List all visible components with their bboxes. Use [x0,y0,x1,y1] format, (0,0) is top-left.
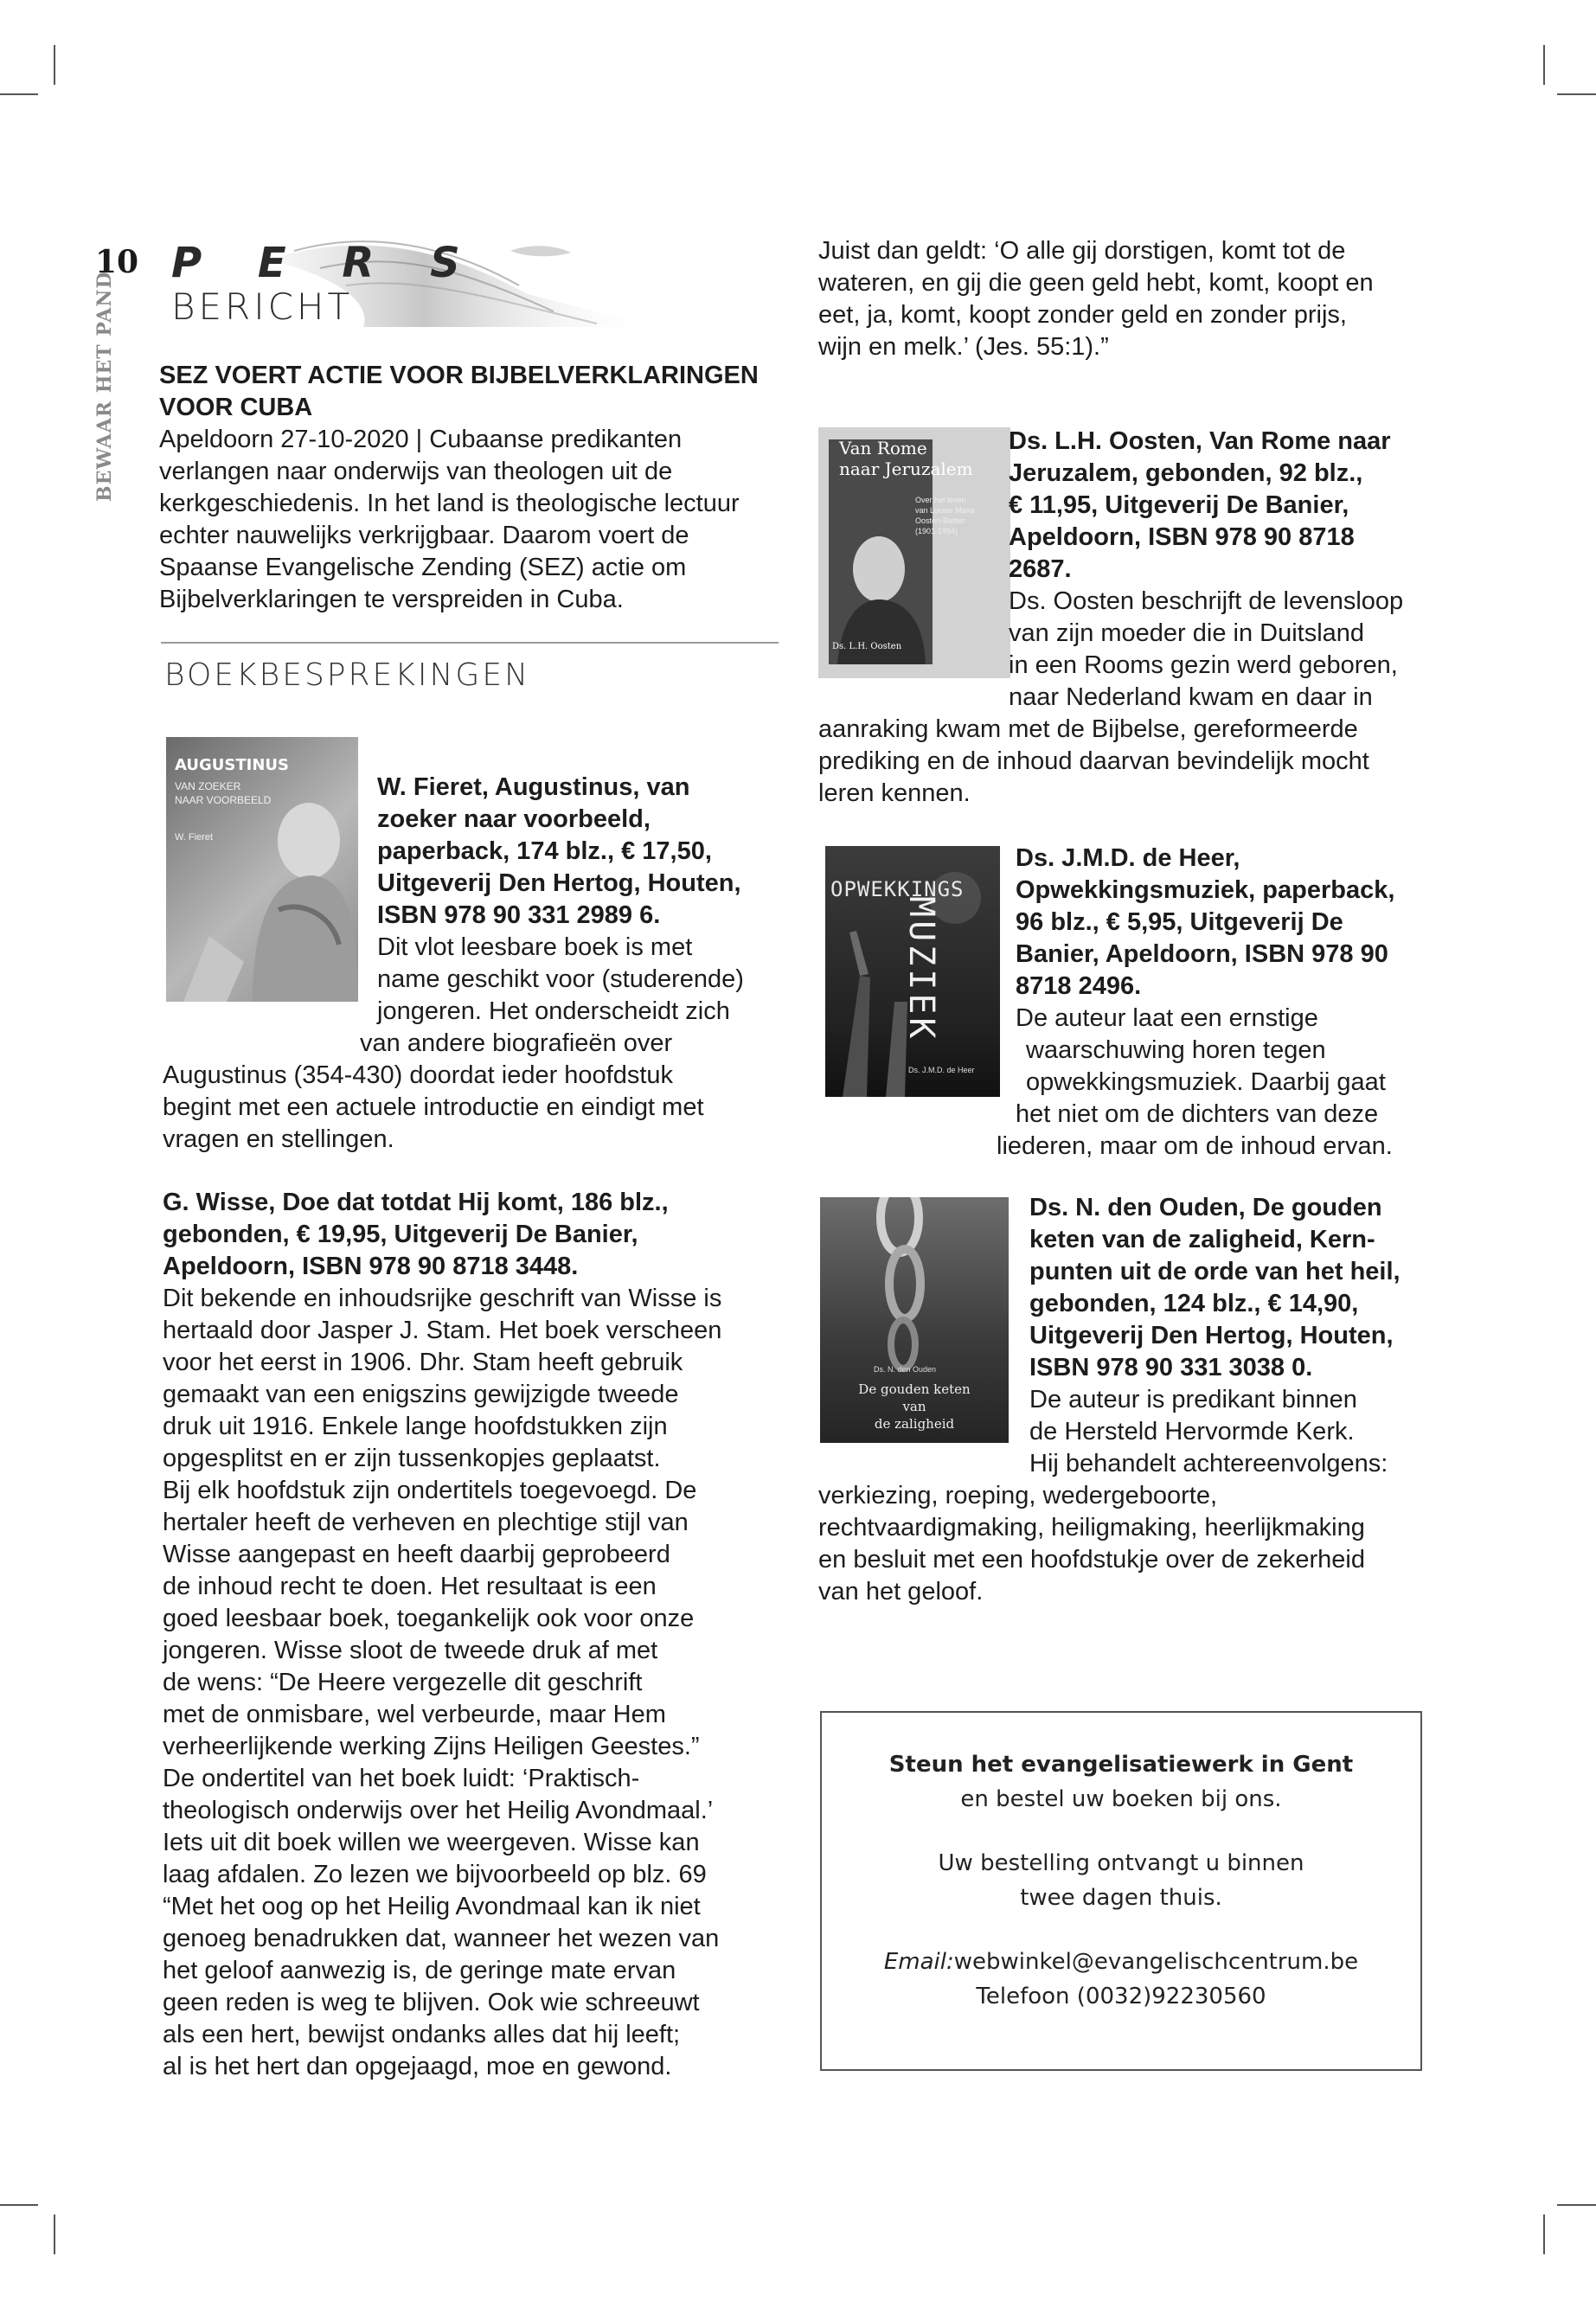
crop-mark [0,93,38,95]
cover-subtitle-line: (1901-1994) [915,527,958,535]
cover-author: Ds. N. den Ouden [874,1365,937,1374]
cover-title: MUZIEK [901,896,941,1042]
press-title: SEZ VOERT ACTIE VOOR BIJBELVERKLARINGEN [159,362,759,389]
cover-subtitle-line: Oosten-Bieber [915,516,966,525]
review-bold-line: Ds. N. den Ouden, De gouden [1029,1194,1382,1221]
review-bold-line: W. Fieret, Augustinus, van [377,773,690,801]
review-text-line: wijn en melk.’ (Jes. 55:1).” [818,333,1109,361]
cover-title: OPWEKKINGS [830,877,965,901]
review-text-line: “Met het oog op het Heilig Avondmaal kan ik niet [163,1893,701,1920]
cover-title: Van Rome [839,438,927,458]
review-text-line: verheerlijkende werking Zijns Heiligen Geestes.” [163,1733,700,1760]
review-text-line: opwekkingsmuziek. Daarbij gaat [1026,1068,1386,1096]
review-bold-line: keten van de zaligheid, Kern- [1029,1226,1375,1253]
review-text-line: hertaler heeft de verheven en plechtige stijl van [163,1509,689,1536]
review-opwekking-wrap [1026,1035,1433,1099]
review-bold-line: 8718 2496. [1016,972,1142,1000]
review-text-line: gemaakt van een enigszins gewijzigde tweede [163,1381,679,1408]
review-bold-line: G. Wisse, Doe dat totdat Hij komt, 186 blz., [163,1189,669,1216]
review-text-line: De auteur laat een ernstige [1016,1004,1318,1032]
review-text-line: de inhoud recht te doen. Het resultaat is een [163,1573,657,1600]
review-text-line: jongeren. Het onderscheidt zich [377,997,730,1025]
cover-title: naar Jeruzalem [839,458,973,479]
review-text-line: laag afdalen. Zo lezen we bijvoorbeeld op blz. 69 [163,1861,707,1888]
review-text-line: de Hersteld Hervormde Kerk. [1029,1418,1355,1445]
review-text-line: Hij behandelt achtereenvolgens: [1029,1450,1388,1477]
review-text-line: voor het eerst in 1906. Dhr. Stam heeft gebruik [163,1349,683,1376]
cover-author: Ds. L.H. Oosten [832,642,902,651]
cover-subtitle-line: van Louise Maria [915,506,975,515]
review-text-line: met de onmisbare, wel verbeurde, maar Hem [163,1701,666,1728]
review-gouden-keten-header [1029,1192,1427,1480]
crop-mark [0,2204,38,2206]
book-cover-augustinus [166,737,358,1002]
review-text-line: goed leesbaar boek, toegankelijk ook voor onze [163,1605,695,1632]
cover-subtitle: NAAR VOORBEELD [175,794,272,806]
review-bold-line: paperback, 174 blz., € 17,50, [377,837,712,865]
review-text-line: name geschikt voor (studerende) [377,965,744,993]
review-text-line: liederen, maar om de inhoud ervan. [997,1132,1393,1160]
review-opwekking-header [1016,843,1431,1035]
review-van-rome-header [1009,426,1424,714]
press-text-line: Bijbelverklaringen te verspreiden in Cuba. [159,586,624,613]
cover-title-line: van [902,1399,926,1414]
review-bold-line: ISBN 978 90 331 2989 6. [377,901,661,929]
crop-mark [1557,93,1596,95]
review-text-line: het niet om de dichters van deze [1016,1100,1379,1128]
review-van-rome-body [818,714,1441,810]
crop-mark [54,45,55,85]
review-wisse [163,1187,790,2083]
book-cover-opwekkingsmuziek [825,846,1000,1097]
review-bold-line: Ds. J.M.D. de Heer, [1016,844,1240,872]
crop-mark [1557,2204,1596,2206]
review-text-line: begint met een actuele introductie en eindigt met [163,1093,704,1121]
review-bold-line: Uitgeverij Den Hertog, Houten, [377,869,741,897]
review-bold-line: punten uit de orde van het heil, [1029,1258,1401,1285]
review-opwekking-wrap-2 [1016,1099,1431,1131]
review-text-line: van andere biografieën over [360,1029,673,1057]
review-bold-line: Apeldoorn, ISBN 978 90 8718 3448. [163,1253,579,1280]
review-bold-line: 96 blz., € 5,95, Uitgeverij De [1016,908,1343,936]
review-bold-line: Ds. L.H. Oosten, Van Rome naar [1009,427,1391,455]
cover-subtitle: VAN ZOEKER [175,780,241,792]
review-text-line: druk uit 1916. Enkele lange hoofdstukken zijn [163,1413,668,1440]
review-text-line: Dit bekende en inhoudsrijke geschrift van Wisse is [163,1285,722,1312]
review-augustinus-header [377,772,792,1028]
cover-author: Ds. J.M.D. de Heer [908,1066,975,1074]
review-bold-line: € 11,95, Uitgeverij De Banier, [1009,491,1349,519]
review-text-line: van zijn moeder die in Duitsland [1009,619,1365,647]
press-title: VOOR CUBA [159,394,313,421]
review-text-line: wateren, en gij die geen geld hebt, komt, koopt en [818,269,1374,297]
review-text-line: rechtvaardigmaking, heiligmaking, heerlijkmaking [818,1514,1365,1541]
order-email-link[interactable]: webwinkel@evangelischcentrum.be [953,1949,1359,1975]
cover-title-line: De gouden keten [858,1381,971,1397]
review-text-line: aanraking kwam met de Bijbelse, gereformeerde [818,715,1358,743]
review-bold-line: Apeldoorn, ISBN 978 90 8718 [1009,523,1355,551]
review-text-line: Iets uit dit boek willen we weergeven. Wisse kan [163,1829,700,1856]
review-text-line: genoeg benadrukken dat, wanneer het wezen van [163,1925,720,1952]
cover-title-line: de zaligheid [874,1416,955,1432]
press-text-line: kerkgeschiedenis. In het land is theologische lectuur [159,490,740,517]
side-label-text: BEWAAR HET PAND [93,271,116,502]
header-bericht: BERICHT [171,285,354,328]
press-text-line: echter nauwelijks verkrijgbaar. Daarom voert de [159,522,689,549]
review-bold-line: 2687. [1009,555,1072,583]
review-text-line: al is het hert dan opgejaagd, moe en gewond. [163,2053,672,2080]
review-bold-line: ISBN 978 90 331 3038 0. [1029,1354,1313,1381]
press-release [159,360,782,616]
cover-title [820,1381,1009,1433]
review-text-line: Augustinus (354-430) doordat ieder hoofdstuk [163,1061,674,1089]
order-info-box [820,1711,1422,2071]
section-divider [161,642,779,644]
review-text-line: Bij elk hoofdstuk zijn ondertitels toegevoegd. De [163,1477,697,1504]
review-text-line: naar Nederland kwam en daar in [1009,683,1373,711]
augustinus-figure [166,737,358,1002]
review-text-line: De auteur is predikant binnen [1029,1386,1357,1413]
review-text-line: van het geloof. [818,1578,984,1606]
order-heading: Steun het evangelisatiewerk in Gent [888,1752,1354,1778]
order-phone: Telefoon (0032)92230560 [976,1984,1266,2009]
review-text-line: als een hert, bewijst ondanks alles dat hij leeft; [163,2021,681,2048]
review-bold-line: Opwekkingsmuziek, paperback, [1016,876,1395,904]
review-text-line: jongeren. Wisse sloot de tweede druk af met [163,1637,658,1664]
review-text-line: leren kennen. [818,779,971,807]
review-bold-line: Banier, Apeldoorn, ISBN 978 90 [1016,940,1388,968]
review-gouden-keten-body [818,1480,1441,1608]
crop-mark [1543,2214,1545,2254]
review-text-line: Dit vlot leesbare boek is met [377,933,693,961]
review-text-line: Wisse aangepast en heeft daarbij geprobeerd [163,1541,670,1568]
review-text-line: hertaald door Jasper J. Stam. Het boek verscheen [163,1317,722,1344]
review-bold-line: Jeruzalem, gebonden, 92 blz., [1009,459,1363,487]
press-text-line: Apeldoorn 27-10-2020 | Cubaanse predikanten [159,426,683,453]
cover-title: AUGUSTINUS [175,756,289,774]
review-text-line: waarschuwing horen tegen [1026,1036,1326,1064]
order-email-label: Email: [883,1949,954,1975]
review-text-line: eet, ja, komt, koopt zonder geld en zonder prijs, [818,301,1347,329]
review-text-line: De ondertitel van het boek luidt: ‘Praktisch- [163,1765,640,1792]
order-line: Uw bestelling ontvangt u binnen [938,1850,1304,1876]
review-bold-line: gebonden, € 19,95, Uitgeverij De Banier, [163,1221,638,1248]
order-line: en bestel uw boeken bij ons. [960,1786,1282,1812]
review-text-line: de wens: “De Heere vergezelle dit geschrift [163,1669,643,1696]
review-text-line: opgesplitst en er zijn tussenkopjes geplaatst. [163,1445,661,1472]
cover-subtitle-line: Over het leven [915,496,966,504]
press-text-line: verlangen naar onderwijs van theologen uit de [159,458,673,485]
order-email-row [822,1945,1420,1979]
crop-mark [54,2214,55,2254]
review-text-line: prediking en de inhoud daarvan bevindelijk mocht [818,747,1369,775]
order-line: twee dagen thuis. [1020,1885,1222,1911]
review-wisse-continuation [818,235,1441,363]
cover-author: W. Fieret [175,832,214,843]
review-bold-line: zoeker naar voorbeeld, [377,805,651,833]
review-augustinus-wrap [360,1028,792,1060]
page-number: 10 [95,244,139,280]
review-bold-line: Uitgeverij Den Hertog, Houten, [1029,1322,1394,1349]
review-augustinus-body [163,1060,785,1156]
review-opwekking-wrap-3 [997,1131,1429,1163]
book-cover-gouden-keten [820,1197,1009,1443]
review-text-line: en besluit met een hoofdstukje over de zekerheid [818,1546,1365,1574]
header-pers: P E R S [171,239,481,287]
review-text-line: theologisch onderwijs over het Heilig Avondmaal.’ [163,1797,714,1824]
section-title: BOEKBESPREKINGEN [164,657,530,693]
review-text-line: in een Rooms gezin werd geboren, [1009,651,1398,679]
review-text-line: Ds. Oosten beschrijft de levensloop [1009,587,1404,615]
review-bold-line: gebonden, 124 blz., € 14,90, [1029,1290,1359,1317]
review-text-line: geen reden is weg te blijven. Ook wie schreeuwt [163,1989,700,2016]
review-text-line: verkiezing, roeping, wedergeboorte, [818,1482,1218,1509]
press-text-line: Spaanse Evangelische Zending (SEZ) actie om [159,554,687,581]
book-cover-van-rome [818,427,1010,678]
review-text-line: het geloof aanwezig is, de geringe mate ervan [163,1957,676,1984]
review-text-line: Juist dan geldt: ‘O alle gij dorstigen, komt tot de [818,237,1346,265]
crop-mark [1543,45,1545,85]
review-text-line: vragen en stellingen. [163,1125,394,1153]
cover-subtitle [915,495,975,536]
